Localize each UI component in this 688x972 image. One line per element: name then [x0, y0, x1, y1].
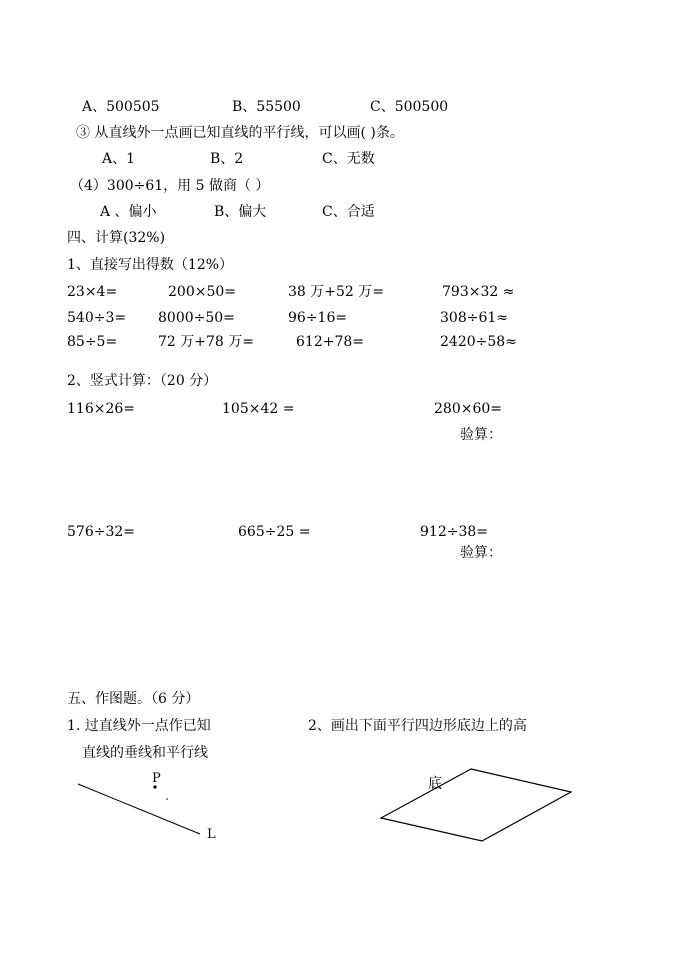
- drawing-q1-line1: 1. 过直线外一点作已知: [67, 718, 211, 734]
- q2-option-b: B、55500: [232, 99, 301, 115]
- direct-calc-item: 612+78=: [296, 334, 364, 350]
- q4-option-b: B、偏大: [214, 204, 267, 220]
- given-line-l: [78, 784, 200, 834]
- q4-option-a: A 、偏小: [100, 204, 157, 220]
- parallelogram: [381, 769, 571, 841]
- vertical-calc-item: 280×60=: [434, 401, 502, 417]
- check-label: 验算：: [460, 545, 502, 561]
- direct-calc-item: 38 万+52 万=: [288, 284, 384, 300]
- direct-calc-item: 793×32 ≈: [442, 284, 515, 300]
- point-label-p: P: [152, 771, 161, 786]
- drawing-q1-line2: 直线的垂线和平行线: [82, 745, 208, 761]
- direct-calc-item: 85÷5=: [67, 334, 118, 350]
- section5-title: 五、作图题。（6 分）: [67, 691, 200, 707]
- q3-option-c: C、无数: [322, 151, 375, 167]
- section4-title: 四、计算(32%): [67, 230, 166, 246]
- q3-option-a: A、1: [102, 151, 136, 167]
- vertical-calc-title: 2、竖式计算：（20 分）: [67, 373, 218, 389]
- vertical-calc-item: 665÷25 =: [238, 524, 311, 540]
- direct-calc-item: 23×4=: [67, 284, 118, 300]
- q4-question: （4）300÷61，用 5 做商（ ）: [70, 178, 270, 194]
- vertical-calc-item: 105×42 =: [222, 401, 295, 417]
- direct-calc-item: 540÷3=: [67, 310, 127, 326]
- direct-calc-title: 1、直接写出得数（12%）: [67, 257, 234, 273]
- line-label-l: L: [207, 827, 216, 842]
- direct-calc-item: 200×50=: [168, 284, 236, 300]
- q3-option-b: B、2: [210, 151, 244, 167]
- vertical-calc-item: 912÷38=: [420, 524, 488, 540]
- direct-calc-item: 308÷61≈: [440, 310, 508, 326]
- vertical-calc-item: 116×26=: [67, 401, 135, 417]
- q4-option-c: C、合适: [322, 204, 375, 220]
- direct-calc-item: 96÷16=: [288, 310, 348, 326]
- direct-calc-item: 2420÷58≈: [440, 334, 517, 350]
- mark-dot: [166, 798, 168, 800]
- q2-option-c: C、500500: [370, 99, 449, 115]
- check-label: 验算：: [460, 427, 502, 443]
- q3-question: ③ 从直线外一点画已知直线的平行线，可以画( )条。: [76, 125, 404, 141]
- q2-option-a: A、500505: [82, 99, 160, 115]
- direct-calc-item: 72 万+78 万=: [158, 334, 254, 350]
- vertical-calc-item: 576÷32=: [67, 524, 135, 540]
- base-label: 底: [428, 776, 442, 792]
- direct-calc-item: 8000÷50=: [158, 310, 235, 326]
- drawing-q2-text: 2、画出下面平行四边形底边上的高: [308, 718, 527, 734]
